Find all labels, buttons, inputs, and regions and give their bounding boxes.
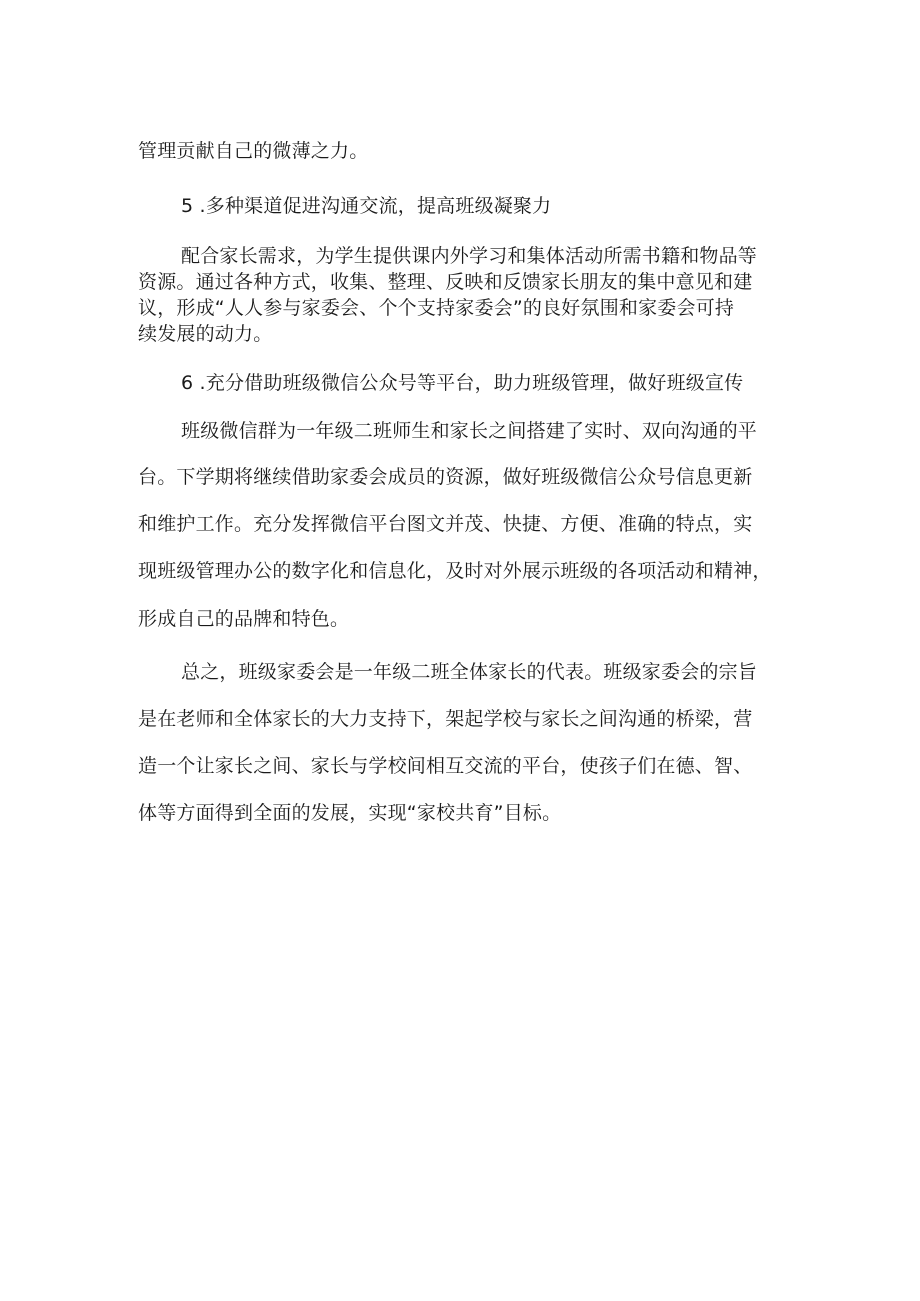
paragraph-line: 议，形成“人人参与家委会、个个支持家委会”的良好氛围和家委会可持	[138, 297, 735, 319]
paragraph-line: 配合家长需求，为学生提供课内外学习和集体活动所需书籍和物品等	[181, 245, 758, 267]
paragraph-line: 形成自己的品牌和特色。	[138, 608, 350, 630]
section-heading-5: 5 .多种渠道促进沟通交流，提高班级凝聚力	[181, 195, 552, 217]
paragraph-line: 造一个让家长之间、家长与学校间相互交流的平台，使孩子们在德、智、	[138, 755, 753, 777]
paragraph-line: 续发展的动力。	[138, 323, 273, 345]
paragraph-line: 班级微信群为一年级二班师生和家长之间搭建了实时、双向沟通的平	[181, 420, 758, 442]
paragraph-line: 总之，班级家委会是一年级二班全体家长的代表。班级家委会的宗旨	[181, 661, 758, 683]
paragraph-line: 台。下学期将继续借助家委会成员的资源，做好班级微信公众号信息更新	[138, 466, 753, 488]
paragraph-line: 是在老师和全体家长的大力支持下，架起学校与家长之间沟通的桥梁，营	[138, 708, 753, 730]
paragraph-line: 和维护工作。充分发挥微信平台图文并茂、快捷、方便、准确的特点，实	[138, 513, 753, 535]
paragraph-line: 资源。通过各种方式，收集、整理、反映和反馈家长朋友的集中意见和建	[138, 271, 753, 293]
paragraph-line: 现班级管理办公的数字化和信息化，及时对外展示班级的各项活动和精神，	[138, 560, 772, 582]
section-heading-6: 6 .充分借助班级微信公众号等平台，助力班级管理，做好班级宣传	[181, 372, 744, 394]
paragraph-line: 管理贡献自己的微薄之力。	[138, 140, 369, 162]
paragraph-line: 体等方面得到全面的发展，实现“家校共育”目标。	[138, 802, 562, 824]
